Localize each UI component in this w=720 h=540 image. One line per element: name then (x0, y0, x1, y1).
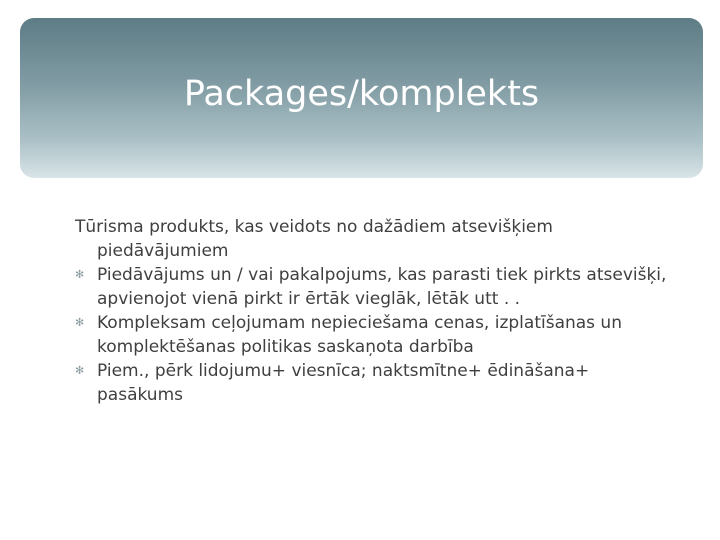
bullet-item (75, 359, 675, 407)
bullet-text: Kompleksam ceļojumam nepieciešama cenas, izplatīšanas un komplektēšanas politikas saskaņota darbība (97, 313, 622, 357)
lead-paragraph: Tūrisma produkts, kas veidots no dažādiem atsevišķiem piedāvājumiem (75, 217, 553, 261)
bullet-text: Piem., pērk lidojumu+ viesnīca; naktsmītne+ ēdināšana+ pasākums (97, 361, 590, 405)
bullet-list (75, 263, 675, 407)
slide-body (75, 215, 675, 407)
asterisk-bullet-icon: ✻ (75, 268, 85, 281)
slide-title: Packages/komplekts (183, 74, 540, 114)
bullet-item (75, 311, 675, 359)
bullet-item (75, 263, 675, 311)
asterisk-bullet-icon: ✻ (75, 316, 85, 329)
bullet-text: Piedāvājums un / vai pakalpojums, kas parasti tiek pirkts atsevišķi, apvienojot vienā pirkt ir ērtāk vieglāk, lētāk utt . . (97, 265, 667, 309)
asterisk-bullet-icon: ✻ (75, 364, 85, 377)
title-band (20, 18, 703, 178)
